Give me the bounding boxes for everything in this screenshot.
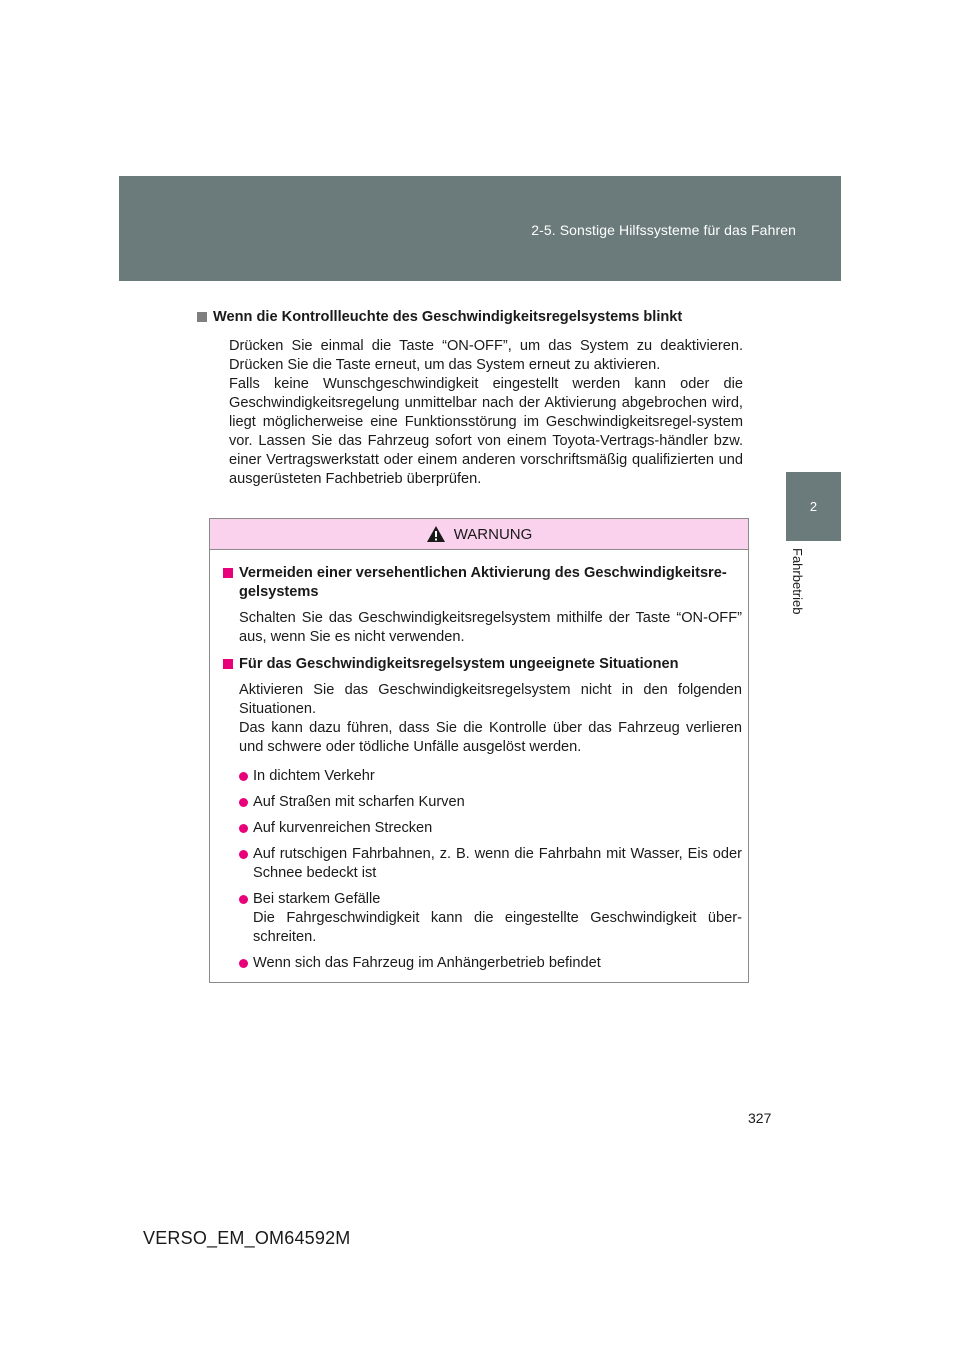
list-item: Auf rutschigen Fahrbahnen, z. B. wenn die Fahrbahn mit Wasser, Eis oder Schnee bedeckt ist: [239, 845, 742, 883]
gray-square-icon: [197, 312, 207, 322]
info-paragraph: Drücken Sie einmal die Taste “ON-OFF”, um das System zu deaktivieren. Drücken Sie die Taste erneut, um das System erneut zu aktivieren. Falls keine Wunschgeschwindigkeit eingestellt werden kann oder die Geschwindigkeitsregelung unmittelbar nach der Aktivierung abgebrochen wird, liegt möglicherweise eine Funktionsstörung im Geschwindigkeitsregel-system vor. Lassen Sie das Fahrzeug sofort von einem Toyota-Vertrags-händler bzw. einer Vertragswerkstatt oder einem anderen vorschriftsmäßig qualifizierten und ausgerüsteten Fachbetrieb überprüfen.: [229, 338, 743, 487]
list-item: In dichtem Verkehr: [239, 767, 742, 786]
bullet-dot-icon: [239, 798, 248, 807]
bullet-dot-icon: [239, 824, 248, 833]
warning-title: WARNUNG: [453, 525, 533, 543]
warning-header: [210, 519, 748, 550]
list-item: Wenn sich das Fahrzeug im Anhängerbetrieb befindet: [239, 954, 742, 973]
section-title: 2-5. Sonstige Hilfssysteme für das Fahren: [531, 222, 796, 238]
info-section: [213, 308, 743, 489]
bullet-dot-icon: [239, 850, 248, 859]
warning-item: [223, 564, 742, 647]
list-item: Auf kurvenreichen Strecken: [239, 819, 742, 838]
bullet-list: [239, 767, 742, 973]
warning-item-heading: Für das Geschwindigkeitsregelsystem ungeeignete Situationen: [239, 656, 679, 672]
bullet-dot-icon: [239, 895, 248, 904]
warning-item-text: Schalten Sie das Geschwindigkeitsregelsystem mithilfe der Taste “ON-OFF” aus, wenn Sie es nicht verwenden.: [239, 610, 742, 645]
list-item: Bei starkem Gefälle Die Fahrgeschwindigkeit kann die eingestellte Geschwindigkeit über-schreiten.: [239, 890, 742, 947]
chapter-label: Fahrbetrieb: [790, 548, 805, 615]
chapter-tab: [786, 472, 841, 541]
document-code: VERSO_EM_OM64592M: [143, 1228, 351, 1248]
warning-item-heading: Vermeiden einer versehentlichen Aktivierung des Geschwindigkeitsre-gelsystems: [239, 565, 727, 600]
page-number: 327: [748, 1110, 772, 1126]
warning-triangle-icon: [426, 525, 446, 543]
chapter-number: 2: [809, 499, 818, 514]
pink-square-icon: [223, 659, 233, 669]
header-band: [119, 176, 841, 281]
info-heading: Wenn die Kontrollleuchte des Geschwindigkeitsregelsystems blinkt: [197, 308, 743, 327]
pink-square-icon: [223, 568, 233, 578]
warning-item: [223, 655, 742, 973]
list-item: Auf Straßen mit scharfen Kurven: [239, 793, 742, 812]
bullet-dot-icon: [239, 959, 248, 968]
warning-box: [209, 518, 749, 983]
warning-body: [210, 550, 748, 973]
bullet-dot-icon: [239, 772, 248, 781]
warning-item-text: Aktivieren Sie das Geschwindigkeitsregelsystem nicht in den folgenden Situationen. Das kann dazu führen, dass Sie die Kontrolle über das Fahrzeug verlieren und schwere oder tödliche Unfälle ausgelöst werden.: [239, 682, 742, 755]
